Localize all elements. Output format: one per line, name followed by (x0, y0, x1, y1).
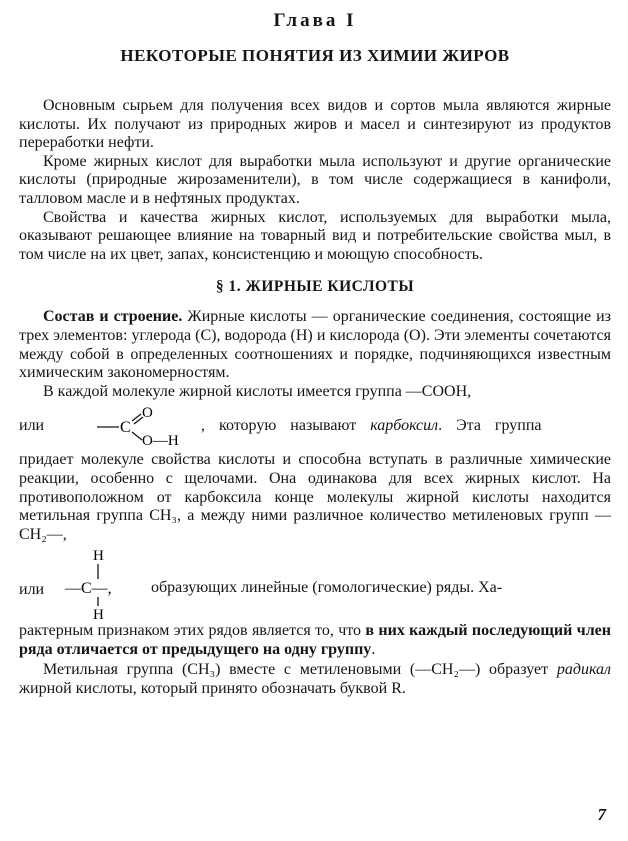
methylene-atom-h-top: H (93, 548, 104, 565)
methylene-atom-c: —C—, (65, 580, 112, 598)
chapter-title: НЕКОТОРЫЕ ПОНЯТИЯ ИЗ ХИМИИ ЖИРОВ (120, 46, 510, 65)
carboxyl-term: карбоксил (370, 417, 439, 435)
methylene-caption: образующих линейные (гомологические) ряды. Ха- (151, 579, 503, 597)
radical-paragraph (19, 661, 611, 698)
section-title: § 1. ЖИРНЫЕ КИСЛОТЫ (215, 278, 415, 296)
homolog-text-a: рактерным признаком этих рядов является то, что (19, 622, 366, 640)
methylene-structure (55, 546, 141, 620)
methylene-prefix: или (19, 581, 45, 599)
composition-lead: Состав и строение. (43, 308, 183, 326)
homolog-paragraph (19, 622, 611, 659)
radical-text-a: Метильная группа (СН₃) вместе с метиленовыми (—СН₂—) образует (43, 661, 557, 679)
carboxyl-formula-line (19, 405, 611, 447)
carboxyl-atom-o: O (142, 405, 153, 422)
methylene-atom-h-bottom: H (93, 607, 104, 621)
composition-paragraph (19, 308, 611, 382)
carboxyl-caption (197, 417, 611, 435)
methylene-formula-line (19, 546, 611, 620)
carboxyl-structure (75, 405, 197, 447)
carboxyl-atom-c: C (120, 419, 131, 437)
radical-term: радикал (556, 661, 611, 679)
intro-paragraph-1: Основным сырьем для получения всех видов и сортов мыла являются жирные кислоты. Их получают из природных жиров и масел и синтезируют из продуктов переработки нефти. (19, 97, 611, 152)
carboxyl-single-bond (132, 432, 142, 440)
carboxyl-text-a: , которую называют (201, 417, 371, 435)
homolog-bold: в них каждый последующий член ряда отличается от предыдущего на одну группу (19, 622, 612, 658)
methyl-paragraph: придает молекуле свойства кислоты и способна вступать в различные химические реакции, особенно с щелочами. Она одинакова для всех жирных кислот. На противоположном от карбоксила конце молекулы жирной кислоты находится метильная группа СН₃, а между ними различное количество метиленовых групп —СН₂—, (19, 451, 611, 543)
homolog-text-b: . (371, 640, 376, 658)
carboxyl-intro-paragraph: В каждой молекуле жирной кислоты имеется группа —СООН, (43, 382, 472, 400)
carboxyl-atom-oh: O—H (142, 433, 179, 448)
carboxyl-prefix: или (19, 417, 45, 435)
chapter-number: Глава I (273, 10, 357, 31)
composition-text: Жирные кислоты — органические соединения, состоящие из трех элементов: углерода (С), водорода (Н) и кислорода (О). Эти элементы сочетаются между собой в определенных соотношениях и порядке, подчиняющихся известным химическим закономерностям. (19, 308, 612, 382)
carboxyl-text-b: . Эта группа (438, 417, 542, 435)
intro-paragraph-3: Свойства и качества жирных кислот, используемых для выработки мыла, оказывают решающее влияние на товарный вид и потребительские свойства мыл, в том числе на их цвет, запах, консистенцию и моющую способность. (19, 208, 611, 263)
page-number: 7 (597, 805, 606, 824)
intro-paragraph-2: Кроме жирных кислот для выработки мыла используют и другие органические кислоты (природные жирозаменители), в том числе содержащиеся в канифоли, талловом масле и в нефтяных продуктах. (19, 152, 611, 207)
radical-text-b: жирной кислоты, который принято обозначать буквой R. (19, 680, 406, 698)
